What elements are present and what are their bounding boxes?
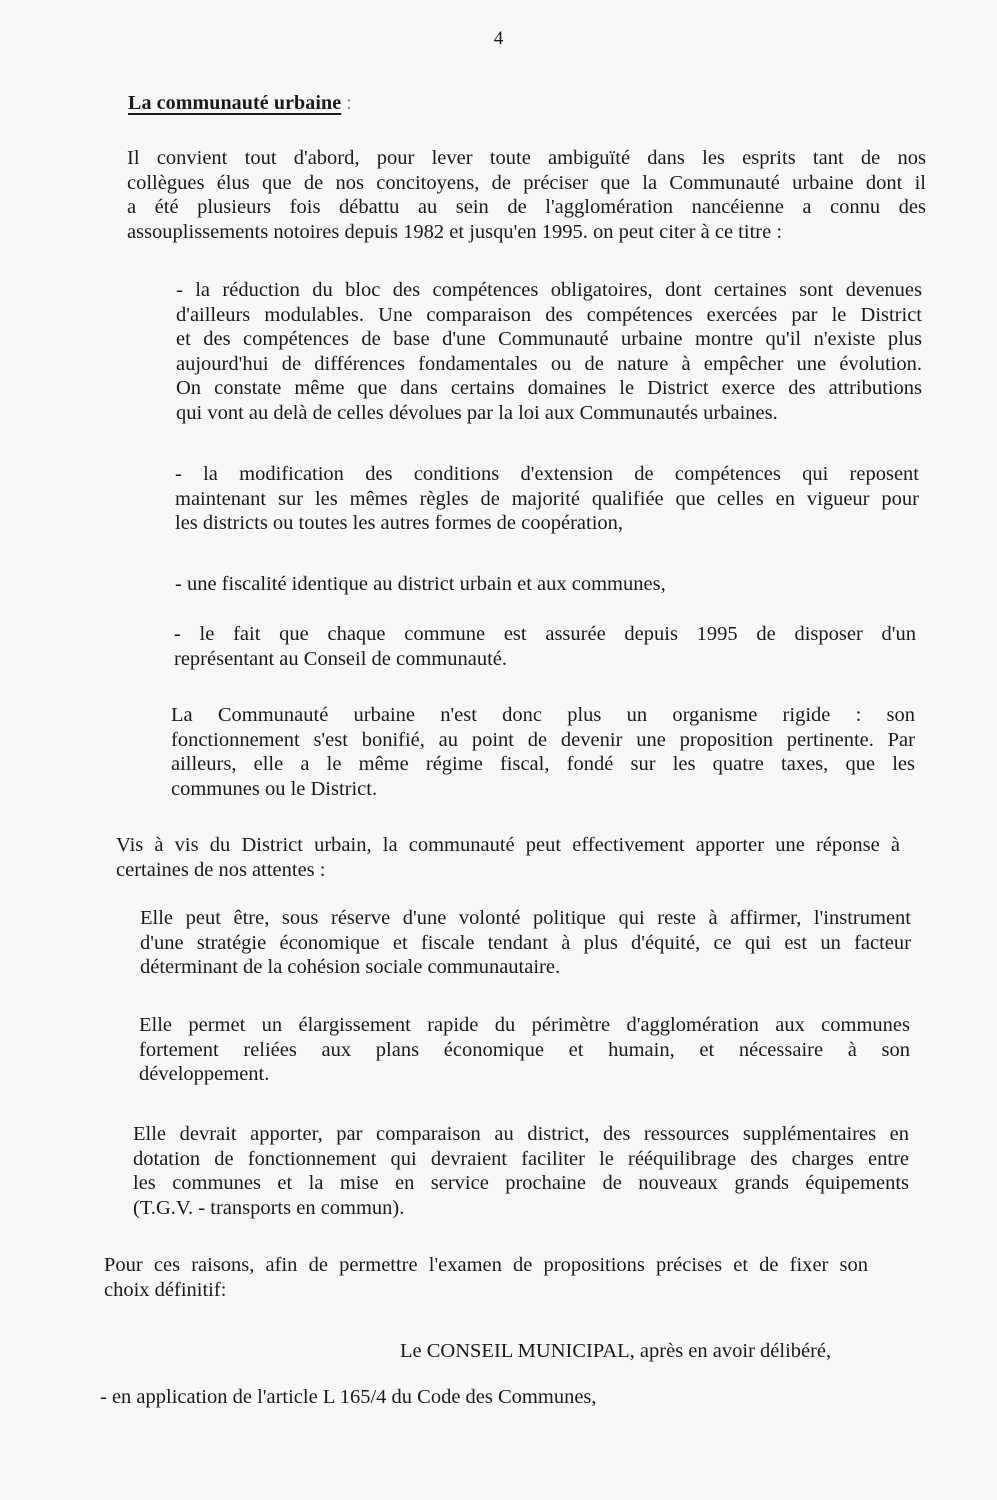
- bullet-modification-conditions: [175, 462, 919, 536]
- text-line: maintenant sur les mêmes règles de majorité qualifiée que celles en vigueur pour: [175, 487, 919, 510]
- bullet-representant-commune: [174, 622, 916, 671]
- text-line: communes ou le District.: [171, 777, 378, 800]
- text-line: Elle devrait apporter, par comparaison au district, des ressources supplémentaires en: [133, 1123, 909, 1145]
- vis-a-vis-paragraph: [116, 833, 900, 882]
- point-elargissement-perimetre: [139, 1013, 910, 1087]
- point-strategie-economique: [140, 906, 911, 980]
- text-line: représentant au Conseil de communauté.: [174, 647, 508, 670]
- text-line: - une fiscalité identique au district urbain et aux communes,: [175, 573, 666, 595]
- text-line: - la réduction du bloc des compétences obligatoires, dont certaines sont devenues: [176, 279, 922, 301]
- text-line: aujourd'hui de différences fondamentales ou de nature à empêcher une évolution.: [176, 352, 922, 375]
- council-statement: Le CONSEIL MUNICIPAL, après en avoir délibéré,: [400, 1340, 832, 1362]
- text-line: fonctionnement s'est bonifié, au point de devenir une proposition pertinente. Par: [171, 728, 915, 751]
- bullet-reduction-competences: [176, 278, 922, 425]
- text-line: et des compétences de base d'une Communauté urbaine montre qu'il n'existe plus: [176, 328, 922, 350]
- text-line: Elle peut être, sous réserve d'une volonté politique qui reste à affirmer, l'instrument: [140, 907, 911, 929]
- text-line: déterminant de la cohésion sociale communautaire.: [140, 956, 561, 978]
- page-number: 4: [493, 28, 504, 49]
- point-ressources-supplementaires: [133, 1122, 909, 1220]
- text-line: d'ailleurs modulables. Une comparaison des compétences exercées par le District: [176, 303, 922, 326]
- text-line: Vis à vis du District urbain, la communauté peut effectivement apporter une réponse à: [116, 834, 900, 856]
- conclusion-paragraph: [171, 703, 915, 801]
- text-line: assouplissements notoires depuis 1982 et jusqu'en 1995. on peut citer à ce titre :: [127, 220, 783, 243]
- section-heading-colon: :: [341, 92, 352, 114]
- section-heading: [128, 92, 352, 115]
- text-line: qui vont au delà de celles dévolues par la loi aux Communautés urbaines.: [176, 401, 778, 424]
- text-line: On constate même que dans certains domaines le District exerce des attributions: [176, 377, 922, 399]
- text-line: dotation de fonctionnement qui devraient faciliter le rééquilibrage des charges entre: [133, 1147, 909, 1170]
- text-line: d'une stratégie économique et fiscale tendant à plus d'équité, ce qui est un facteur: [140, 931, 911, 954]
- text-line: La Communauté urbaine n'est donc plus un organisme rigide : son: [171, 704, 915, 726]
- text-line: Il convient tout d'abord, pour lever toute ambiguïté dans les esprits tant de nos: [127, 147, 926, 169]
- text-line: les communes et la mise en service prochaine de nouveaux grands équipements: [133, 1172, 909, 1194]
- text-line: les districts ou toutes les autres formes de coopération,: [175, 512, 624, 534]
- text-line: Elle permet un élargissement rapide du périmètre d'agglomération aux communes: [139, 1014, 910, 1036]
- application-article-line: - en application de l'article L 165/4 du Code des Communes,: [100, 1386, 597, 1408]
- intro-paragraph: [127, 146, 926, 244]
- text-line: (T.G.V. - transports en commun).: [133, 1196, 405, 1219]
- text-line: - la modification des conditions d'extension de compétences qui reposent: [175, 463, 919, 485]
- text-line: a été plusieurs fois débattu au sein de l'agglomération nancéienne a connu des: [127, 196, 926, 218]
- text-line: fortement reliées aux plans économique et humain, et nécessaire à son: [139, 1038, 910, 1061]
- text-line: Pour ces raisons, afin de permettre l'examen de propositions précises et de fixer son: [104, 1254, 868, 1276]
- text-line: choix définitif:: [104, 1278, 227, 1301]
- text-line: certaines de nos attentes :: [116, 858, 326, 881]
- reasons-paragraph: [104, 1253, 868, 1302]
- text-line: collègues élus que de nos concitoyens, de préciser que la Communauté urbaine dont il: [127, 171, 926, 194]
- text-line: - le fait que chaque commune est assurée depuis 1995 de disposer d'un: [174, 623, 916, 645]
- text-line: développement.: [139, 1063, 270, 1085]
- section-heading-title: La communauté urbaine: [128, 92, 342, 114]
- text-line: ailleurs, elle a le même régime fiscal, fondé sur les quatre taxes, que les: [171, 753, 915, 775]
- bullet-fiscalite-identique: [175, 572, 735, 597]
